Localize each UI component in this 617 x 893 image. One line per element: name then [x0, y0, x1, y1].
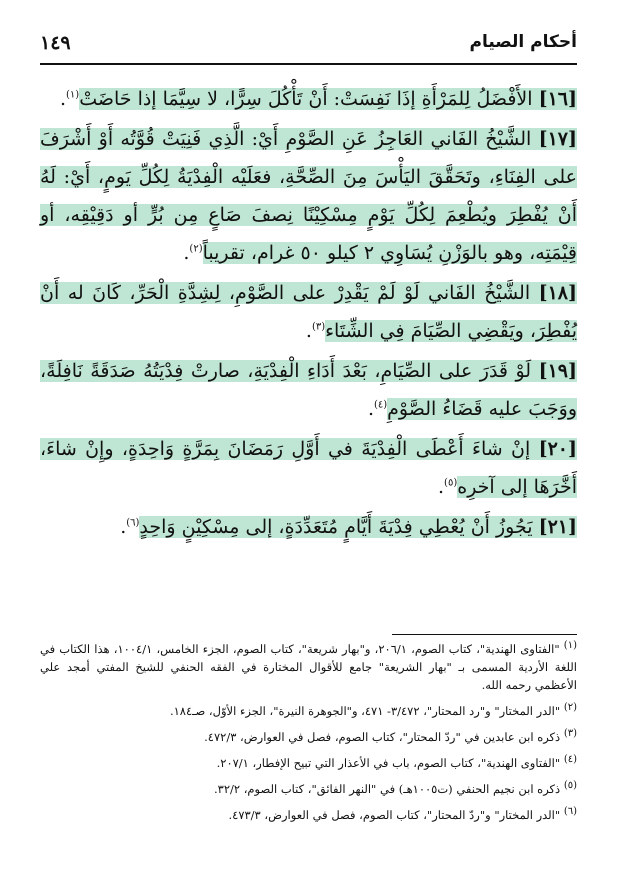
paragraph-text: إنْ شاءَ أَعْطَى الْفِدْيَةَ في أَوَّلِ رَمَضَانَ بِمَرَّةٍ وَاحِدَةٍ، وإِنْ شاءَ، أَخَّرَهَا إلى آخرِه [40, 438, 577, 498]
footnote-marker: (٣) [563, 728, 577, 740]
footnote-ref[interactable]: (٤) [373, 399, 388, 411]
paragraph-number: [٢١] [538, 516, 577, 538]
footnote-text: "الدر المختار" و"ردّ المحتار"، كتاب الصوم، فصل في العوارض، ٤٧٣/٣. [228, 808, 564, 822]
paragraph-number: [١٧] [538, 128, 577, 150]
footnote-marker: (١) [563, 640, 577, 652]
footnote-marker: (٢) [563, 702, 577, 714]
page-header [40, 32, 577, 62]
footnote-ref[interactable]: (٢) [189, 243, 203, 255]
footnotes [40, 640, 577, 832]
footnote-text: "الدر المختار" و"رد المحتار"، ٣/٤٧٢- ٤٧١، و"الجوهرة النيرة"، الجزء الأوّل، صـ١٨٤. [169, 704, 564, 718]
footnote-ref[interactable]: (٦) [126, 517, 140, 529]
paragraph-number: [٢٠] [538, 438, 577, 460]
paragraph-number: [١٨] [538, 282, 577, 304]
footnote-1 [40, 640, 577, 694]
paragraph-20 [40, 430, 577, 506]
footnote-marker: (٤) [563, 754, 577, 766]
footnote-text: "الفتاوى الهندية"، كتاب الصوم، باب في الأعذار التي تبيح الإفطار، ٢٠٧/١. [216, 756, 564, 770]
footnote-3 [40, 728, 577, 746]
paragraph-end: . [120, 516, 127, 538]
paragraph-21 [40, 508, 577, 546]
footnote-2 [40, 702, 577, 720]
footnote-text: ذكره ابن نجيم الحنفي (ت١٠٠٥هـ) في "النهر الفائق"، كتاب الصوم، ٣٢/٢. [214, 782, 564, 796]
paragraph-end: . [59, 88, 67, 110]
footnote-5 [40, 780, 577, 798]
footnote-marker: (٦) [563, 806, 577, 818]
footnote-ref[interactable]: (٣) [311, 321, 326, 333]
main-text [40, 80, 577, 548]
paragraph-16 [40, 80, 577, 118]
footnote-ref[interactable]: (٥) [444, 477, 458, 489]
paragraph-text: يَجُوزُ أَنْ يُعْطِي فِدْيَةَ أَيَّامٍ مُتَعَدِّدَةٍ، إلى مِسْكِيْنٍ وَاحِدٍ [139, 516, 539, 538]
paragraph-text: الشَّيْخُ الفَاني لَوْ لَمْ يَقْدِرْ على الصَّوْمِ، لِشِدَّةِ الْحَرِّ، كَانَ له أَنْ يُفْطِرَ، ويَقْضِي الصِّيَامَ فِي الشِّتَاء [40, 282, 577, 342]
paragraph-number: [١٦] [538, 88, 577, 110]
paragraph-text: لَوْ قَدَرَ على الصِّيَامِ، بَعْدَ أَدَاءِ الْفِدْيَةِ، صارتْ فِدْيَتُهُ صَدَقَةً نَافِلَةً، ووَجَبَ عليه قَضَاءُ الصَّوْمِ [40, 360, 577, 420]
footnote-text: ذكره ابن عابدين في "ردّ المحتار"، كتاب الصوم، فصل في العوارض، ٤٧٢/٣. [204, 730, 564, 744]
footnote-separator [392, 634, 577, 635]
paragraph-17 [40, 120, 577, 272]
paragraph-end: . [438, 476, 445, 498]
footnote-ref[interactable]: (١) [66, 89, 80, 101]
paragraph-number: [١٩] [538, 360, 577, 382]
footnote-text: "الفتاوى الهندية"، كتاب الصوم، ٢٠٦/١، و"بهار شريعة"، كتاب الصوم، الجزء الخامس، ١٠٠٤/١، هذا الكتاب في اللغة الأردية المسمى بـ "بهار الشريعة" جامع للأقوال المختارة في الفقه الحنفي للشيخ المفتي أمجد علي الأعظمي رحمه الله. [40, 642, 577, 692]
paragraph-text: الأَفْضَلُ لِلمَرْأَةِ إذَا نَفِسَتْ: أَنْ تَأْكُلَ سِرًّا، لا سِيَّمَا إذا حَاضَتْ [79, 88, 539, 110]
page-number: ١٤٩ [40, 32, 71, 54]
paragraph-18 [40, 274, 577, 350]
footnote-marker: (٥) [563, 780, 577, 792]
paragraph-end: . [367, 398, 374, 420]
running-title: أحكام الصيام [469, 32, 577, 52]
header-rule [40, 63, 577, 65]
paragraph-end: . [305, 320, 312, 342]
footnote-4 [40, 754, 577, 772]
paragraph-text: الشَّيْخُ الفَاني العَاجِزُ عَنِ الصَّوْمِ أَيْ: الَّذِي فَنِيَتْ قُوَّتُه أَوْ أَشْرَفَ على الفِنَاءِ، وتَحَقَّقَ اليَأْسَ مِنَ الصِّحَّةِ، فعَلَيْه الْفِدْيَةُ لِكُلِّ يَومٍ، أَيْ: لَهُ أَنْ يُفْطِرَ ويُطْعِمَ لِكُلِّ يَوْمٍ مِسْكِيْنًا نِصفَ صَاعٍ مِن بُرٍّ أو دَقِيْقِه، أو قِيْمَتِه، وهو بالوَزْنِ يُسَاوِي ٢ كيلو ٥٠ غرام، تقريباً [40, 128, 577, 264]
paragraph-19 [40, 352, 577, 428]
footnote-6 [40, 806, 577, 824]
paragraph-end: . [183, 242, 190, 264]
